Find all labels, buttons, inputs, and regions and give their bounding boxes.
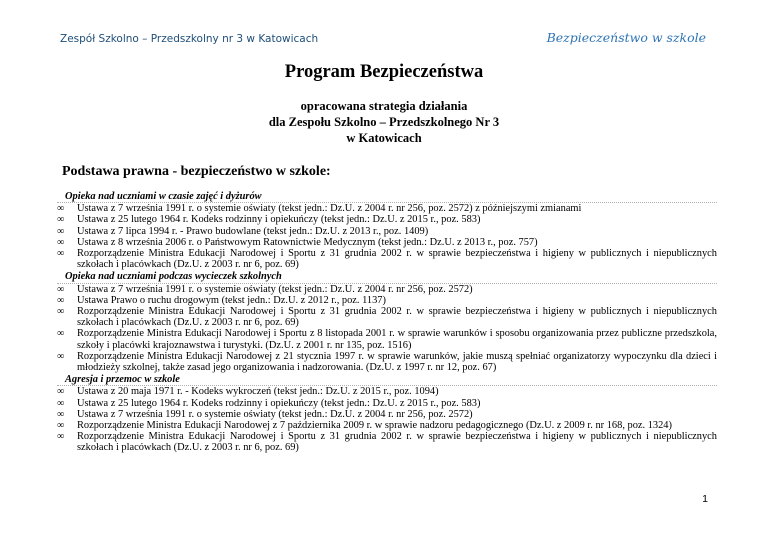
list-item: ∞ Ustawa z 7 września 1991 r. o systemie oświaty (tekst jedn.: Dz.U. z 2004 r. nr 256, poz. 2572) bbox=[57, 284, 717, 295]
subtitle-line-3: w Katowicach bbox=[346, 131, 422, 145]
legal-basis-list bbox=[57, 190, 717, 454]
subtitle-line-2: dla Zespołu Szkolno – Przedszkolnego Nr 3 bbox=[268, 115, 500, 129]
page-number: 1 bbox=[702, 493, 708, 505]
section-heading: Agresja i przemoc w szkole bbox=[57, 374, 717, 386]
section-heading: Opieka nad uczniami w czasie zajęć i dyżurów bbox=[57, 191, 717, 203]
section-items bbox=[57, 386, 717, 453]
list-item: ∞ Rozporządzenie Ministra Edukacji Narodowej z 21 stycznia 1997 r. w sprawie warunków, jakie muszą spełniać organizatorzy wypoczynku dla dzieci i młodzieży szkolnej, także zasad jego organizowania i nadzorowania. (Dz.U. z 1997 r. nr 12, poz. 67) bbox=[57, 351, 717, 373]
list-item: ∞ Rozporządzenie Ministra Edukacji Narodowej z 7 października 2009 r. w sprawie nadzoru pedagogicznego (Dz.U. z 2009 r. nr 168, poz. 1324) bbox=[57, 420, 717, 431]
list-item: ∞ Rozporządzenie Ministra Edukacji Narodowej i Sportu z 31 grudnia 2002 r. w sprawie bezpieczeństwa i higieny w publicznych i niepublicznych szkołach i placówkach (Dz.U. z 2003 r. nr 6, poz. 69) bbox=[57, 306, 717, 328]
list-item: ∞ Rozporządzenie Ministra Edukacji Narodowej i Sportu z 8 listopada 2001 r. w sprawie warunków i sposobu organizowania przez publiczne przedszkola, szkoły i placówki krajoznawstwa i turystyki. (Dz.U. z 2001 r. nr 135, poz. 1516) bbox=[57, 328, 717, 350]
section-items bbox=[57, 203, 717, 270]
legal-basis-heading: Podstawa prawna - bezpieczeństwo w szkole: bbox=[62, 164, 331, 179]
header-school-name: Zespół Szkolno – Przedszkolny nr 3 w Katowicach bbox=[60, 33, 319, 45]
section-items bbox=[57, 284, 717, 374]
list-item: ∞ Rozporządzenie Ministra Edukacji Narodowej i Sportu z 31 grudnia 2002 r. w sprawie bezpieczeństwa i higieny w publicznych i niepublicznych szkołach i placówkach (Dz.U. z 2003 r. nr 6, poz. 69) bbox=[57, 431, 717, 453]
list-item: ∞ Ustawa z 7 lipca 1994 r. - Prawo budowlane (tekst jedn.: Dz.U. z 2013 r., poz. 1409) bbox=[57, 226, 717, 237]
list-item: ∞ Ustawa z 25 lutego 1964 r. Kodeks rodzinny i opiekuńczy (tekst jedn.: Dz.U. z 2015 r., poz. 583) bbox=[57, 214, 717, 225]
header-topic: Bezpieczeństwo w szkole bbox=[546, 30, 706, 45]
list-item: ∞ Ustawa z 8 września 2006 r. o Państwowym Ratownictwie Medycznym (tekst jedn.: Dz.U. z 2013 r., poz. 757) bbox=[57, 237, 717, 248]
list-item: ∞ Ustawa z 7 września 1991 r. o systemie oświaty (tekst jedn.: Dz.U. z 2004 r. nr 256, poz. 2572) bbox=[57, 409, 717, 420]
subtitle-line-1: opracowana strategia działania bbox=[300, 99, 468, 113]
list-item: ∞ Ustawa z 7 września 1991 r. o systemie oświaty (tekst jedn.: Dz.U. z 2004 r. nr 256, poz. 2572) z późniejszymi zmianami bbox=[57, 203, 717, 214]
section-heading: Opieka nad uczniami podczas wycieczek szkolnych bbox=[57, 271, 717, 283]
list-item: ∞ Ustawa z 20 maja 1971 r. - Kodeks wykroczeń (tekst jedn.: Dz.U. z 2015 r., poz. 1094) bbox=[57, 386, 717, 397]
list-item: ∞ Ustawa Prawo o ruchu drogowym (tekst jedn.: Dz.U. z 2012 r., poz. 1137) bbox=[57, 295, 717, 306]
list-item: ∞ Ustawa z 25 lutego 1964 r. Kodeks rodzinny i opiekuńczy (tekst jedn.: Dz.U. z 2015 r., poz. 583) bbox=[57, 398, 717, 409]
list-item: ∞ Rozporządzenie Ministra Edukacji Narodowej i Sportu z 31 grudnia 2002 r. w sprawie bezpieczeństwa i higieny w publicznych i niepublicznych szkołach i placówkach (Dz.U. z 2003 r. nr 6, poz. 69) bbox=[57, 248, 717, 270]
document-title: Program Bezpieczeństwa bbox=[284, 62, 484, 82]
